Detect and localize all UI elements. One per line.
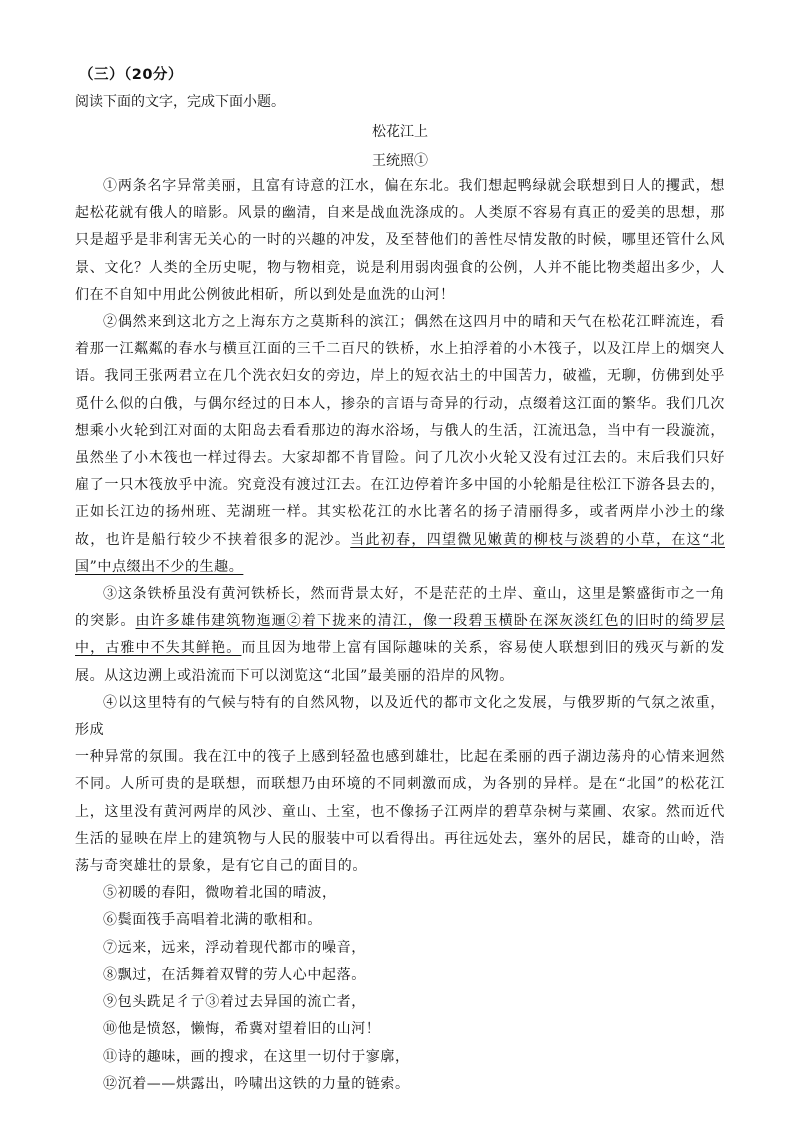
verse-line-10: ⑩他是愤怒，懒悔，希冀对望着旧的山河！ xyxy=(103,1021,381,1038)
paragraph-1: ①两条名字异常美丽，且富有诗意的江水，偏在东北。我们想起鸭绿就会联想到日人的攫武，想起松花就有俄人的暗影。风景的幽清，自来是战血洗涤成的。人类原不容易有真正的爱美的思想，那只是超乎是非利害无关心的一时的兴趣的冲发，及至替他们的善性尽情发散的时候，哪里还管什么风景、文化？人类的全历史呢，物与物相竞，说是利用弱肉强食的公例，人并不能比物类超出多少，人们在不自知中用此公例彼此相斫，所以到处是血洗的山河！ xyxy=(75,178,725,303)
verse-line-6: ⑥鬓面筏手高唱着北满的歌相和。 xyxy=(103,912,322,929)
paragraph-3-text-b: 而且因为地带上富有国际趣味的关系，容易使人联想到旧的残灭与新的发展。从这边溯上或沿流而下可以浏览这“北国”最美丽的沿岸的风物。 xyxy=(75,640,725,684)
article-author: 王统照① xyxy=(372,153,428,169)
verse-line-7: ⑦远来，远来，浮动着现代都市的噪音， xyxy=(103,939,366,956)
paragraph-3-text-a: ③这条铁桥虽没有黄河铁桥长，然而背景太好，不是茫茫的土岸、童山，这里是繁盛街市之一角的突影。 xyxy=(75,586,725,630)
section-header: （三）（20分） xyxy=(79,67,183,83)
paragraph-3 xyxy=(75,581,725,690)
article-title: 松花江上 xyxy=(372,124,428,140)
paragraph-4-continuation: 一种异常的氛围。我在江中的筏子上感到轻盈也感到雄壮，比起在柔丽的西子湖边荡舟的心情来迥然不同。人所可贵的是联想，而联想乃由环境的不同刺激而成，为各别的异样。是在“北国”的松花江上，这里没有黄河两岸的风沙、童山、土室，也不像扬子江两岸的碧草杂树与菜圃、农家。然而近代生活的显映在岸上的建筑物与人民的服装中可以看得出。再往远处去，塞外的居民，雄奇的山岭，浩荡与奇突雄壮的景象，是有它自己的面目的。 xyxy=(75,749,725,875)
verse-line-8: ⑧飘过，在活舞着双臂的劳人心中起落。 xyxy=(103,966,366,983)
article-body xyxy=(75,173,725,1098)
paragraph-2 xyxy=(75,309,725,581)
verse-line-9: ⑨包头跣足彳亍③着过去异国的流亡者， xyxy=(103,994,366,1011)
verse-line-5: ⑤初暖的春阳，微吻着北国的晴波， xyxy=(103,885,337,902)
paragraph-4-first-line: ④以这里特有的气候与特有的自然风物，以及近代的都市文化之发展，与俄罗斯的气氛之浓重，形成 xyxy=(75,694,725,739)
instruction-text: 阅读下面的文字，完成下面小题。 xyxy=(75,94,285,110)
verse-line-11: ⑪诗的趣味，画的搜求，在这里一切付于寥廓， xyxy=(103,1048,410,1065)
verse-line-12: ⑫沉着——烘露出，吟啸出这铁的力量的链索。 xyxy=(103,1075,410,1092)
paragraph-2-text: ②偶然来到这北方之上海东方之莫斯科的滨江；偶然在这四月中的晴和天气在松花江畔流连，看着那一江粼粼的春水与横亘江面的三千二百尺的铁桥，水上拍浮着的小木筏子，以及江岸上的烟突人语。我同王张两君立在几个洗衣妇女的旁边，岸上的短衣沾土的中国苦力，破褴，无聊，仿佛到处乎觅什么似的白俄，与偶尔经过的日本人，掺杂的言语与奇异的行动，点缀着这江面的繁华。我们几次想乘小火轮到江对面的太阳岛去看看那边的海水浴场，与俄人的生活，江流迅急，当中有一段漩流，虽然坐了小木筏也一样过得去。大家却都不肯冒险。问了几次小火轮又没有过江去的。末后我们只好雇了一只木筏放乎中流。究竟没有渡过江去。在江边停着许多中国的小轮船是往松江下游各县去的，正如长江边的扬州班、芜湖班一样。其实松花江的水比著名的扬子清丽得多，或者两岸小沙土的缘故，也许是船行较少不挟着很多的泥沙。 xyxy=(75,314,725,548)
paragraph-3-underlined-sentence: 由许多雄伟建筑物迤逦②着下拢来的清江，像一段碧玉横卧在深灰淡红色的旧时的绮罗层中，古雅中不失其鲜艳。 xyxy=(75,613,725,657)
paragraph-2-underlined-sentence: 当此初春，四望微见嫩黄的柳枝与淡碧的小草，在这“北国”中点缀出不少的生趣。 xyxy=(75,531,725,575)
